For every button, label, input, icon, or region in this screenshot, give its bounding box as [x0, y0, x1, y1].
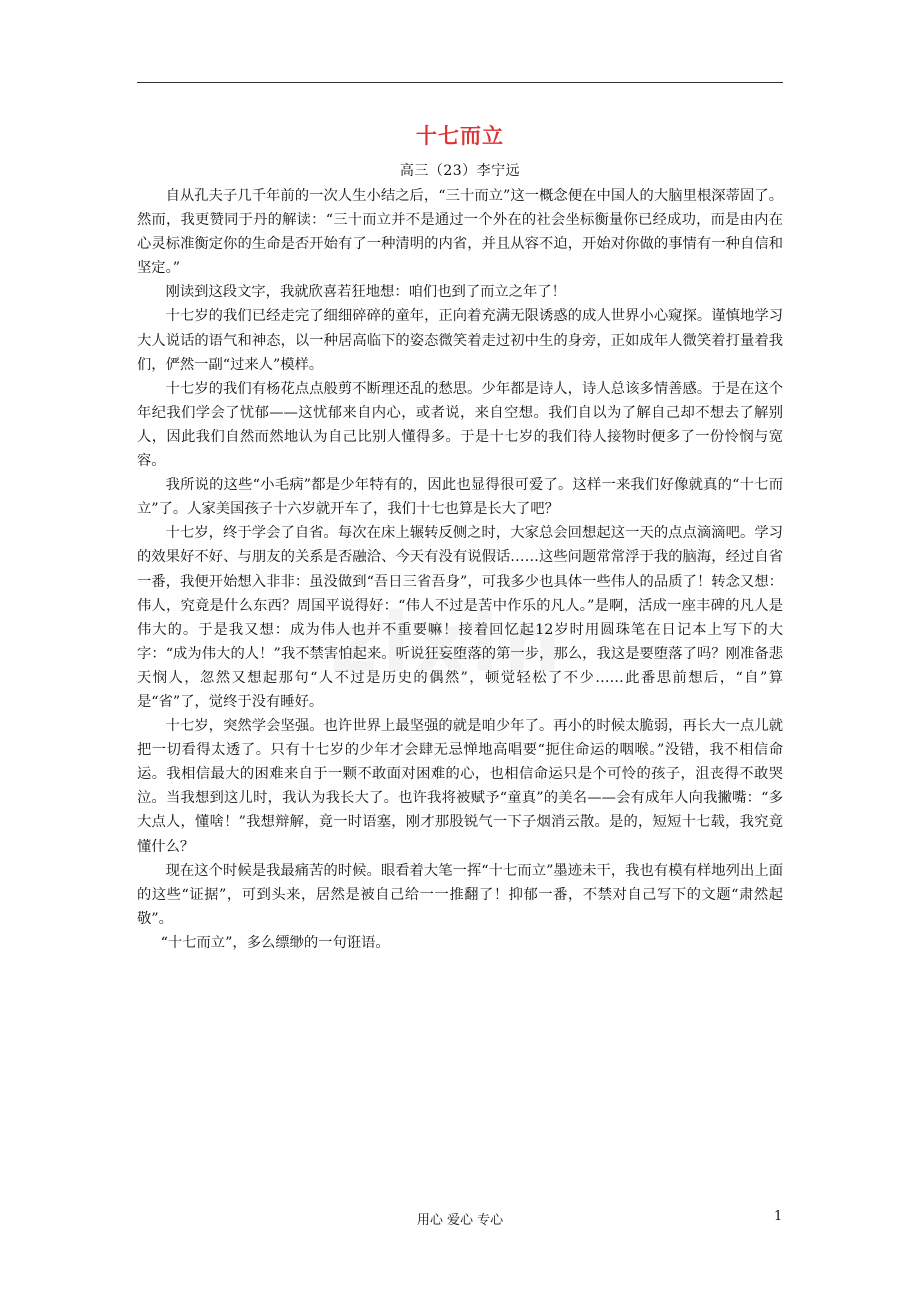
page-number: 1 [774, 1209, 783, 1224]
header-rule [137, 82, 783, 83]
paragraph: 十七岁，突然学会坚强。也许世界上最坚强的就是咱少年了。再小的时候太脆弱，再长大一点儿就把一切看得太透了。只有十七岁的少年才会肆无忌惮地高唱要“扼住命运的咽喉。”没错，我不相信命运。我相信最大的困难来自于一颗不敢面对困难的心，也相信命运只是个可怜的孩子，沮丧得不敢哭泣。当我想到这儿时，我认为我长大了。也许我将被赋予“童真”的美名——会有成年人向我撇嘴：“多大点人，懂啥！”我想辩解，竟一时语塞，刚才那股锐气一下子烟消云散。是的，短短十七载，我究竟懂什么？ [137, 718, 783, 855]
author-byline: 高三（23）李宁远 [399, 163, 521, 179]
paragraph: 自从孔夫子几千年前的一次人生小结之后，“三十而立”这一概念便在中国人的大脑里根深蒂固了。然而，我更赞同于丹的解读：“三十而立并不是通过一个外在的社会坐标衡量你已经成功，而是由内在心灵标准衡定你的生命是否开始有了一种清明的内省，并且从容不迫，开始对你做的事情有一种自信和坚定。” [137, 188, 783, 277]
essay-title: 十七而立 [416, 123, 504, 148]
paragraph: 刚读到这段文字，我就欣喜若狂地想：咱们也到了而立之年了！ [165, 284, 566, 301]
footer-slogan: 用心 爱心 专心 [416, 1213, 504, 1228]
paragraph: 十七岁，终于学会了自省。每次在床上辗转反侧之时，大家总会回想起这一天的点点滴滴吧。学习的效果好不好、与朋友的关系是否融洽、今天有没有说假话……这些问题常常浮于我的脑海，经过自省一番，我便开始想入非非：虽没做到“吾日三省吾身”，可我多少也具体一些伟人的品质了！转念又想：伟人，究竟是什么东西？周国平说得好：“伟人不过是苦中作乐的凡人。”是啊，活成一座丰碑的凡人是伟大的。于是我又想：成为伟人也并不重要嘛！接着回忆起12岁时用圆珠笔在日记本上写下的大字：“成为伟大的人！”我不禁害怕起来。听说狂妄堕落的第一步，那么，我这是要堕落了吗？刚准备悲天悯人，忽然又想起那句“人不过是历史的偶然”，顿觉轻松了不少……此番思前想后，“自”算是“省”了，觉终于没有睡好。 [137, 525, 783, 710]
paragraph: 十七岁的我们已经走完了细细碎碎的童年，正向着充满无限诱惑的成人世界小心窥探。谨慎地学习大人说话的语气和神态，以一种居高临下的姿态微笑着走过初中生的身旁，正如成年人微笑着打量着我们，俨然一副“过来人”模样。 [137, 308, 783, 373]
paragraph: 现在这个时候是我最痛苦的时候。眼看着大笔一挥“十七而立”墨迹未干，我也有模有样地列出上面的这些“证据”，可到头来，居然是被自己给一一推翻了！抑郁一番，不禁对自己写下的文题“肃然起敬”。 [137, 862, 783, 927]
paragraph: 我所说的这些“小毛病”都是少年特有的，因此也显得很可爱了。这样一来我们好像就真的“十七而立”了。人家美国孩子十六岁就开车了，我们十七也算是长大了吧？ [137, 477, 783, 518]
paragraph: 十七岁的我们有杨花点点般剪不断理还乱的愁思。少年都是诗人，诗人总该多情善感。于是在这个年纪我们学会了忧郁——这忧郁来自内心，或者说，来自空想。我们自以为了解自己却不想去了解别人，因此我们自然而然地认为自己比别人懂得多。于是十七岁的我们待人接物时便多了一份怜悯与宽容。 [137, 380, 783, 470]
essay-body [137, 184, 783, 955]
closing-paragraph: “十七而立”，多么缥缈的一句诳语。 [160, 934, 390, 951]
